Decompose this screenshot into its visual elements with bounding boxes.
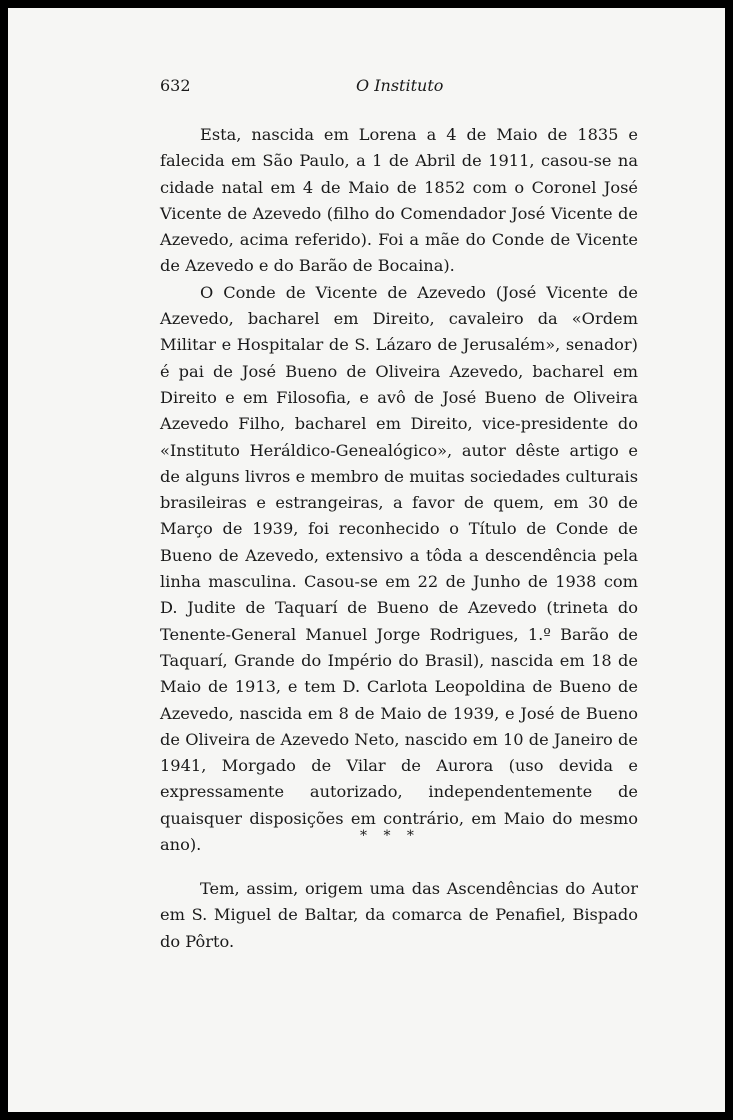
section-separator: * * * <box>360 828 420 844</box>
document-page <box>8 8 725 1112</box>
body-text <box>160 122 638 858</box>
running-title: O Instituto <box>356 76 444 95</box>
paragraph-2: O Conde de Vicente de Azevedo (José Vicente de Azevedo, bacharel em Direito, cavaleiro da «Ordem Militar e Hospitalar de S. Lázaro de Jerusalém», senador) é pai de José Bueno de Oliveira Azevedo, bacharel em Direito e em Filosofia, e avô de José Bueno de Oliveira Azevedo Filho, bacharel em Direito, vice-presidente do «Instituto Heráldico-Genealógico», autor dêste artigo e de alguns livros e membro de muitas sociedades culturais brasileiras e estrangeiras, a favor de quem, em 30 de Março de 1939, foi reconhecido o Título de Conde de Bueno de Azevedo, extensivo a tôda a descendência pela linha masculina. Casou-se em 22 de Junho de 1938 com D. Judite de Taquarí de Bueno de Azevedo (trineta do Tenente-General Manuel Jorge Rodrigues, 1.º Barão de Taquarí, Grande do Império do Brasil), nascida em 18 de Maio de 1913, e tem D. Carlota Leopoldina de Bueno de Azevedo, nascida em 8 de Maio de 1939, e José de Bueno de Oliveira de Azevedo Neto, nascido em 10 de Janeiro de 1941, Morgado de Vilar de Aurora (uso devida e expressamente autorizado, independentemente de quaisquer disposições em contrário, em Maio do mesmo ano). <box>160 282 638 855</box>
page-number: 632 <box>160 76 191 95</box>
paragraph-1: Esta, nascida em Lorena a 4 de Maio de 1835 e falecida em São Paulo, a 1 de Abril de 1911, casou-se na cidade natal em 4 de Maio de 1852 com o Coronel José Vicente de Azevedo (filho do Comendador José Vicente de Azevedo, acima referido). Foi a mãe do Conde de Vicente de Azevedo e do Barão de Bocaina). <box>160 125 638 276</box>
closing-text <box>160 876 638 955</box>
closing-paragraph: Tem, assim, origem uma das Ascendências do Autor em S. Miguel de Baltar, da comarca de Penafiel, Bispado do Pôrto. <box>160 879 638 951</box>
page-header <box>8 76 725 102</box>
